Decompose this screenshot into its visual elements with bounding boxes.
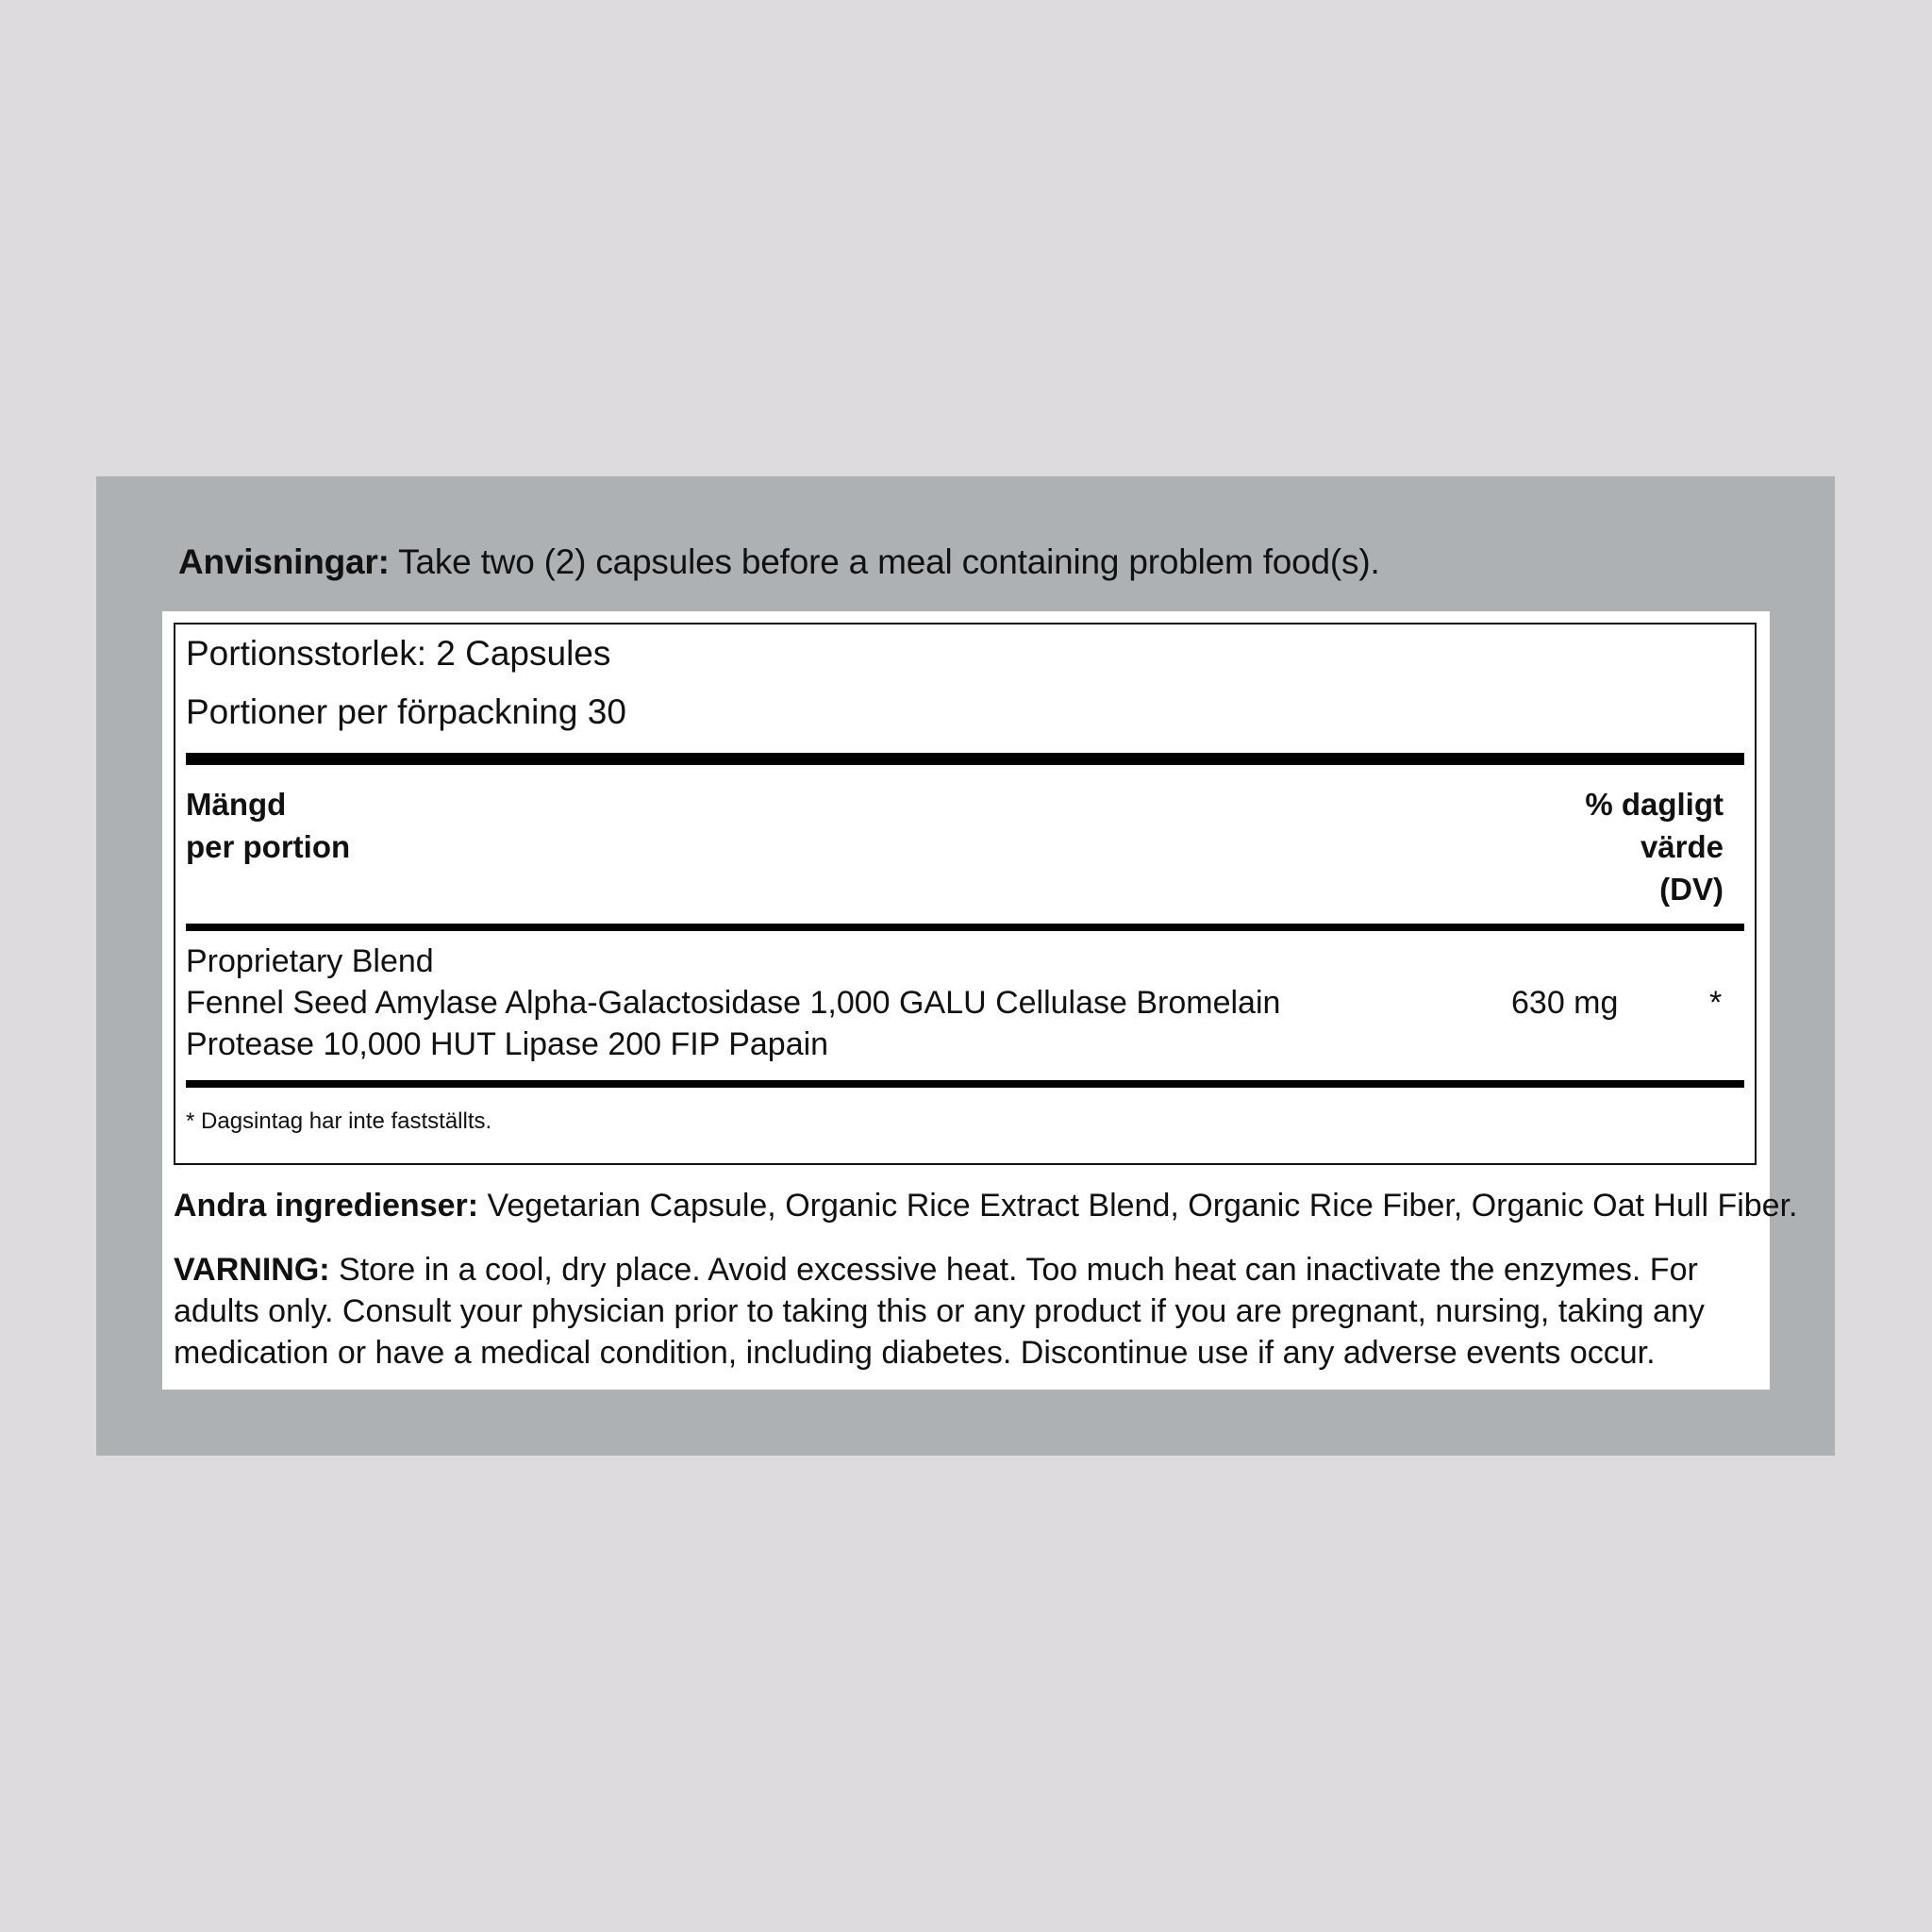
blend-amount: 630 mg — [1511, 985, 1619, 1021]
blend-dv: * — [1709, 985, 1723, 1021]
warning — [174, 1249, 1758, 1374]
servings-per-container: Portioner per förpackning 30 — [186, 692, 626, 731]
directions — [178, 538, 1380, 587]
warning-text: Store in a cool, dry place. Avoid excessive heat. Too much heat can inactivate the enzymes. For adults only. Consult your physician prior to taking this or any product if you are pregnant, nursing, taking any medication or have a medical condition, including diabetes. Discontinue use if any adverse events occur. — [174, 1252, 1705, 1371]
warning-label: VARNING: — [174, 1252, 330, 1288]
dv-footnote: * Dagsintag har inte fastställts. — [186, 1108, 492, 1134]
amount-header-line1: Mängd — [186, 787, 287, 822]
other-ingredients — [174, 1185, 1797, 1226]
medium-divider — [186, 924, 1744, 931]
blend-name: Proprietary Blend — [186, 943, 434, 979]
dv-header-line3: (DV) — [1659, 872, 1724, 907]
directions-text: Take two (2) capsules before a meal containing problem food(s). — [398, 542, 1380, 581]
other-ingredients-label: Andra ingredienser: — [174, 1188, 479, 1224]
dv-header-line1: % dagligt — [1585, 787, 1724, 822]
ingredients-line-2: Protease 10,000 HUT Lipase 200 FIP Papain — [186, 1026, 829, 1062]
ingredients-line-1: Fennel Seed Amylase Alpha-Galactosidase 1,000 GALU Cellulase Bromelain — [186, 985, 1281, 1021]
dv-header-line2: värde — [1640, 829, 1724, 864]
amount-header — [186, 783, 350, 868]
dv-header — [1585, 783, 1724, 910]
amount-header-line2: per portion — [186, 829, 351, 864]
thick-divider — [186, 753, 1744, 765]
directions-label: Anvisningar: — [178, 542, 390, 581]
serving-size: Portionsstorlek: 2 Capsules — [186, 634, 611, 673]
bottom-divider — [186, 1080, 1744, 1088]
other-ingredients-text: Vegetarian Capsule, Organic Rice Extract Blend, Organic Rice Fiber, Organic Oat Hull Fiber. — [487, 1188, 1798, 1224]
